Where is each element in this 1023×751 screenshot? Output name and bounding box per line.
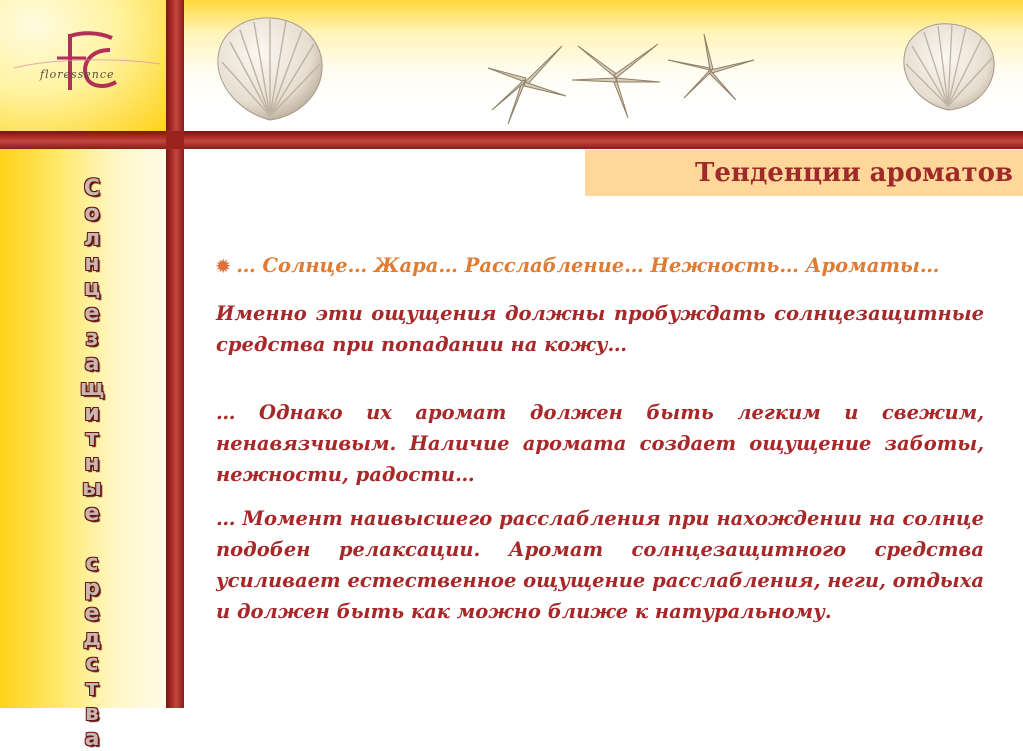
paragraph-3: … Момент наивысшего расслабления при нахождении на солнце подобен релаксации. Аромат солнцезащитного средства усиливает естественное ощущение расслабления, неги, отдыха и должен быть как можно ближе к натуральному. [216,507,984,623]
vertical-title-letter: н [84,251,100,276]
vertical-section-title [70,176,114,751]
starfish-icon [480,38,570,128]
vertical-title-letter: е [84,501,100,526]
vertical-title-letter: с [85,551,99,576]
vertical-title-letter: о [84,201,100,226]
vertical-title-letter: т [85,676,99,701]
logo-wordmark: floressence [40,68,115,81]
vertical-title-letter: н [84,451,100,476]
logo-mark-icon [12,28,162,98]
vertical-title-letter: с [85,651,99,676]
vertical-title-letter: е [84,301,100,326]
starfish-icon [664,30,758,102]
vertical-title-letter: л [83,226,101,251]
vertical-title-letter: С [83,176,101,201]
sun-icon: ✹ [216,257,231,277]
brand-logo [12,28,162,98]
starfish-icon [568,38,664,120]
intro-line [216,250,984,283]
page-title: Тенденции ароматов [695,158,1013,188]
main-content [216,250,984,627]
vertical-title-letter: р [84,576,100,601]
paragraph-1: Именно эти ощущения должны пробуждать солнцезащитные средства при попадании на кожу… [216,302,984,356]
scallop-shell-icon [896,18,1000,114]
vertical-title-letter: д [83,626,101,651]
vertical-title-letter: щ [79,376,105,401]
vertical-title-letter: т [85,426,99,451]
intro-text: … Солнце… Жара… Расслабление… Нежность… Ароматы… [236,254,940,277]
divider-intersection [166,131,184,149]
vertical-title-letter: ц [83,276,101,301]
vertical-title-letter: ы [82,476,102,501]
vertical-title-space [88,526,96,551]
vertical-title-letter: а [84,726,100,751]
scallop-shell-icon [210,12,330,124]
vertical-title-letter: е [84,601,100,626]
vertical-title-letter: и [84,401,100,426]
vertical-title-letter: з [85,326,99,351]
paragraph-2: … Однако их аромат должен быть легким и свежим, ненавязчивым. Наличие аромата создает ощущение заботы, нежности, радости… [216,401,984,486]
vertical-title-letters [70,176,114,751]
horizontal-divider [0,131,1023,149]
vertical-divider [166,0,184,708]
title-box [585,150,1023,196]
vertical-title-letter: а [84,351,100,376]
vertical-title-letter: в [85,701,99,726]
